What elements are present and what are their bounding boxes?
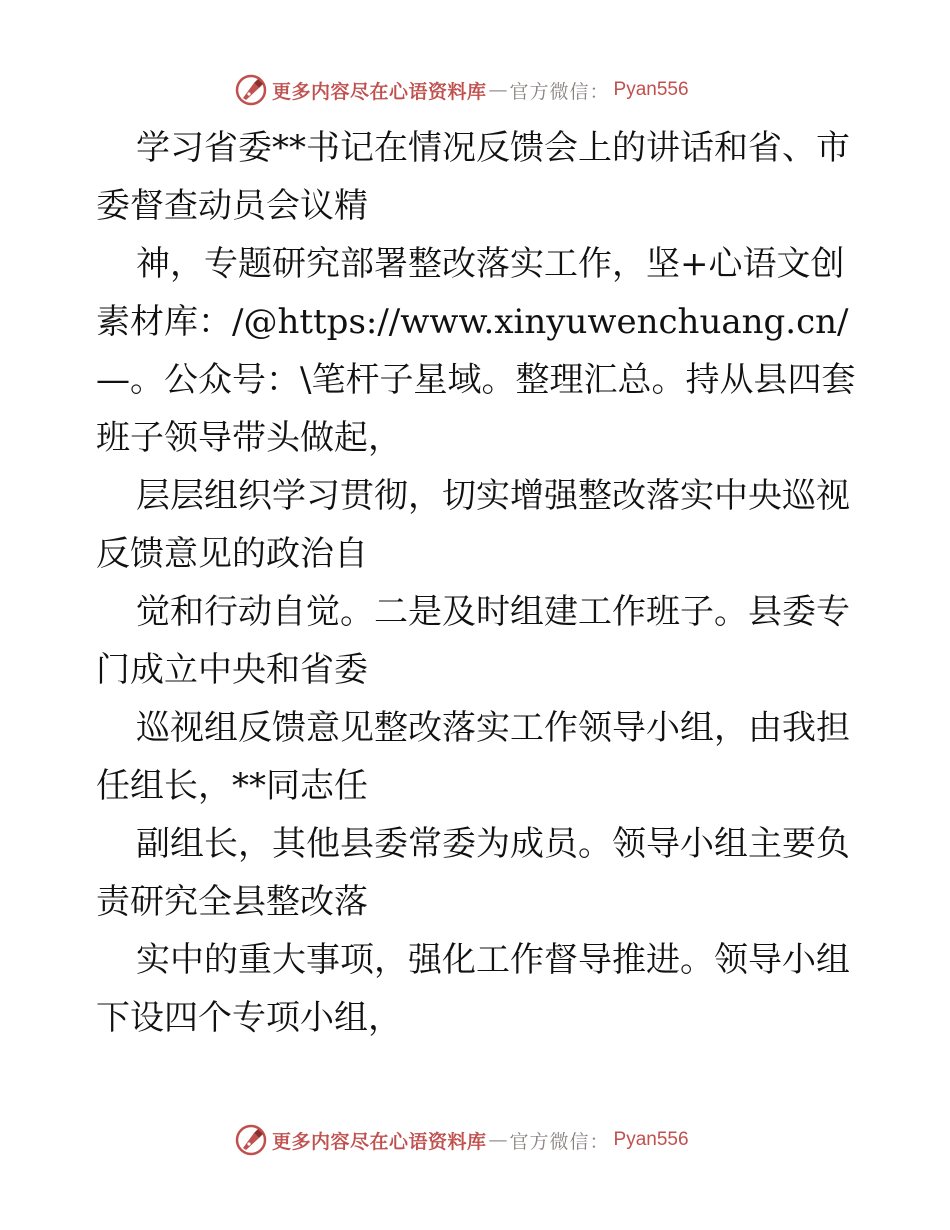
banner-dash: — [488, 1129, 508, 1151]
paragraph: 巡视组反馈意见整改落实工作领导小组，由我担任组长，**同志任 [96, 708, 850, 806]
footer-watermark-banner [234, 1122, 689, 1158]
banner-wechat-id: Pyan556 [613, 1129, 689, 1150]
paragraph: 觉和行动自觉。二是及时组建工作班子。县委专门成立中央和省委 [96, 592, 850, 690]
paragraph: 实中的重大事项，强化工作督导推进。领导小组下设四个专项小组， [96, 940, 850, 1038]
document-body [96, 119, 856, 1047]
paragraph: 层层组织学习贯彻，切实增强整改落实中央巡视反馈意见的政治自 [96, 476, 850, 574]
banner-wechat-label: 官方微信： [509, 1130, 610, 1153]
paragraph: 学习省委**书记在情况反馈会上的讲话和省、市委督查动员会议精 [96, 128, 850, 226]
pen-nib-logo-icon [234, 1123, 268, 1157]
header-watermark-banner [234, 72, 689, 108]
paragraph: 神，专题研究部署整改落实工作，坚+心语文创素材库：/@https://www.xinyuwenchuang.cn/—。公众号：\笔杆子星域。整理汇总。持从县四套班子领导带头做起， [96, 244, 856, 458]
paragraph: 副组长，其他县委常委为成员。领导小组主要负责研究全县整改落 [96, 824, 850, 922]
banner-wechat-id: Pyan556 [613, 79, 689, 100]
banner-main-text: 更多内容尽在心语资料库 [272, 1130, 487, 1153]
banner-main-text: 更多内容尽在心语资料库 [272, 80, 487, 103]
pen-nib-logo-icon [234, 73, 268, 107]
banner-wechat-label: 官方微信： [509, 80, 610, 103]
banner-dash: — [488, 79, 508, 101]
